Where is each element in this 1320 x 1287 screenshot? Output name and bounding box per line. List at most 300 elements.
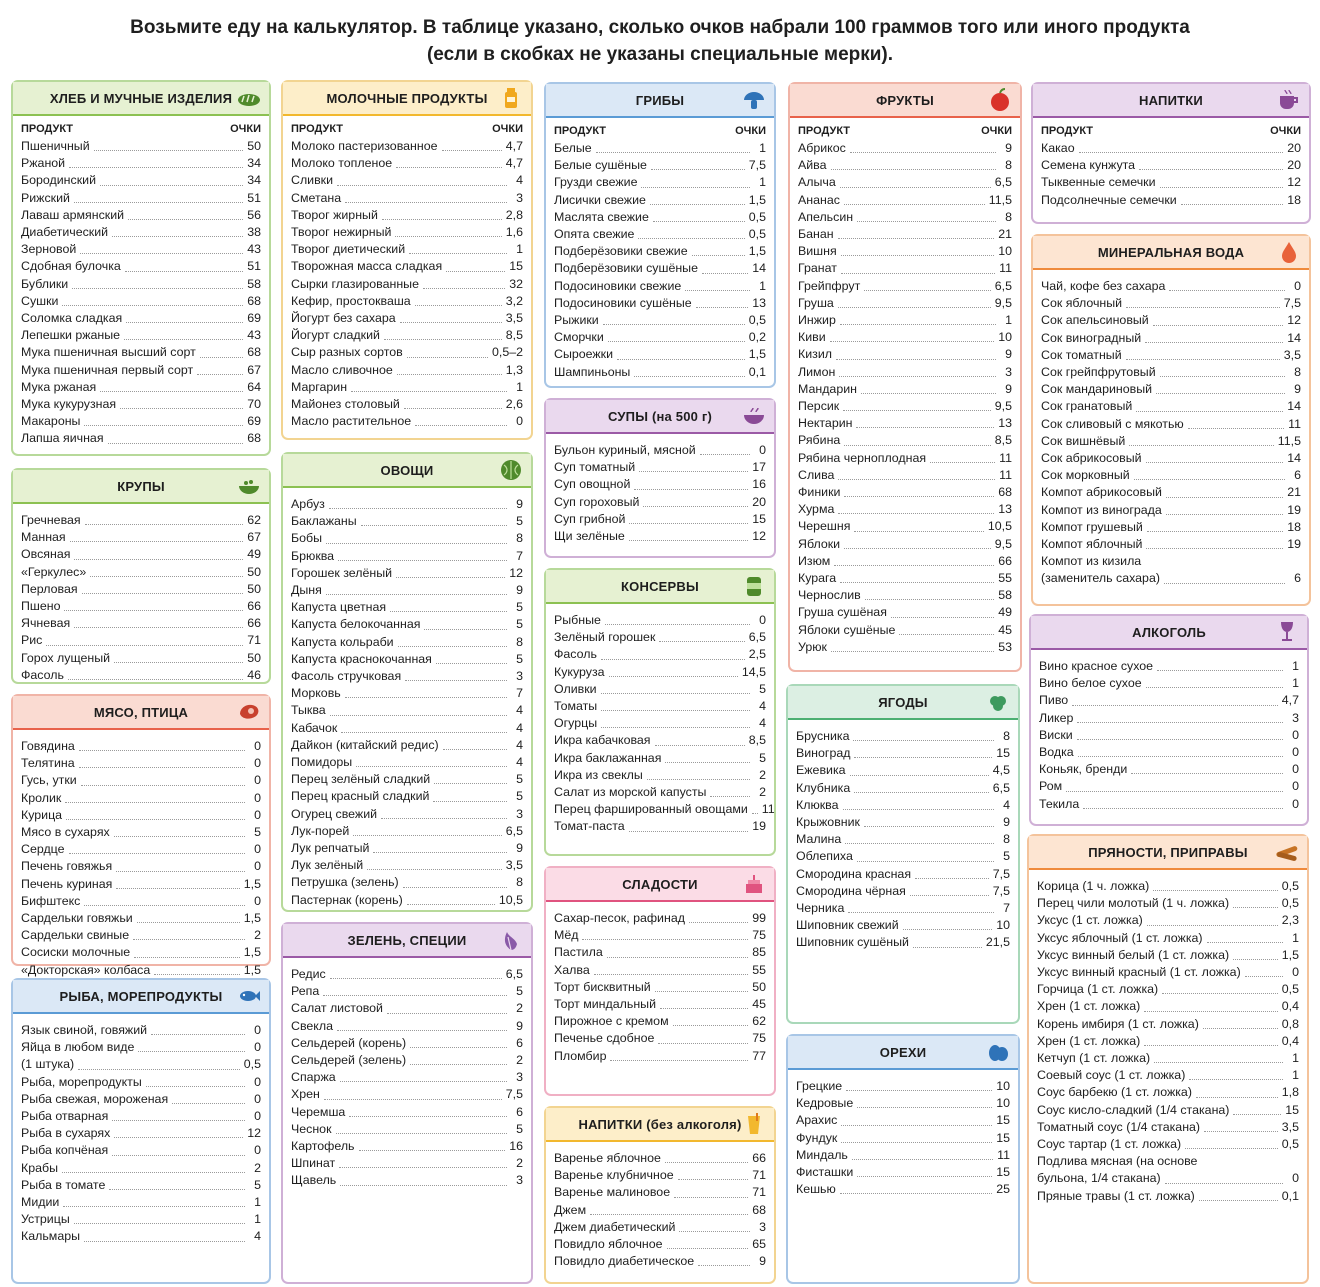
item-points: 0,1 [748, 364, 766, 379]
item-points: 1 [1005, 313, 1012, 328]
item-name: Сок гранатовый [1041, 399, 1133, 414]
item-name: Соус кисло-сладкий (1/4 стакана) [1037, 1102, 1230, 1117]
list-item [21, 396, 261, 413]
item-name: Соевый соус (1 ст. ложка) [1037, 1068, 1186, 1083]
item-points: 0,1 [1281, 1188, 1299, 1203]
item-points: 71 [752, 1185, 766, 1200]
list-item [798, 553, 1012, 570]
item-points: 8 [516, 531, 523, 546]
item-name: Шиповник сушёный [796, 935, 909, 950]
leader-dots [1146, 548, 1283, 549]
leader-dots [930, 462, 995, 463]
item-name: Подберёзовики сушёные [554, 261, 698, 276]
leader-dots [831, 651, 994, 652]
item-points: 71 [247, 633, 261, 648]
item-points: 6,5 [748, 630, 766, 645]
leader-dots [120, 408, 243, 409]
leader-dots [1126, 307, 1280, 308]
item-name: Печень куриная [21, 876, 113, 891]
item-name: Рыба отварная [21, 1109, 109, 1124]
item-points: 1,5 [1281, 947, 1299, 962]
list-item [1041, 502, 1301, 519]
item-points: 0 [1292, 762, 1299, 777]
item-list [546, 1142, 774, 1274]
item-points: 2,5 [748, 647, 766, 662]
leader-dots [367, 869, 502, 870]
item-points: 6,5 [992, 780, 1010, 795]
item-points: 9 [516, 841, 523, 856]
list-item [21, 1228, 261, 1245]
item-points: 5 [516, 789, 523, 804]
list-item [21, 876, 261, 893]
leader-dots [840, 582, 994, 583]
list-item [554, 364, 766, 381]
item-points: 3 [516, 1070, 523, 1085]
leader-dots [446, 271, 505, 272]
item-points: 12 [1287, 313, 1301, 328]
leader-dots [1078, 756, 1283, 757]
list-item [554, 209, 766, 226]
leader-dots [1145, 342, 1283, 343]
section-title: ГРИБЫ [635, 92, 685, 108]
item-name: Сельдерей (корень) [291, 1035, 407, 1050]
list-item [291, 892, 523, 909]
item-name: Компот яблочный [1041, 537, 1143, 552]
item-points: 5 [254, 1177, 261, 1192]
leader-dots [710, 796, 750, 797]
item-name: Клюква [796, 797, 839, 812]
leader-dots [836, 359, 996, 360]
list-item [554, 312, 766, 329]
leader-dots [400, 322, 502, 323]
item-name: Груша [798, 295, 834, 310]
leader-dots [841, 1125, 992, 1126]
item-points: 14 [1287, 399, 1301, 414]
section-title: ОВОЩИ [380, 462, 434, 478]
section-title: СУПЫ (на 500 г) [607, 408, 713, 424]
list-item [1041, 347, 1301, 364]
item-name: Тыква [291, 703, 326, 718]
item-name: Текила [1039, 796, 1080, 811]
item-name: Сардельки свиные [21, 928, 130, 943]
leader-dots [1199, 1200, 1278, 1201]
item-points: 25 [996, 1182, 1010, 1197]
list-item [21, 224, 261, 241]
item-name: Какао [1041, 141, 1075, 155]
item-points: 9,5 [994, 399, 1012, 414]
item-points: 62 [247, 513, 261, 527]
list-item [21, 241, 261, 258]
item-name: Черника [796, 901, 845, 916]
item-name: Устрицы [21, 1212, 70, 1227]
list-item [1041, 519, 1301, 536]
item-points: 45 [752, 997, 766, 1012]
item-name: Икра кабачковая [554, 733, 651, 748]
list-item [796, 1095, 1010, 1112]
leader-dots [410, 1064, 507, 1065]
list-item [798, 346, 1012, 363]
leader-dots [685, 290, 750, 291]
item-name: Черешня [798, 519, 851, 534]
item-points: 53 [998, 639, 1012, 654]
cake-icon [742, 872, 766, 896]
list-item [291, 720, 523, 737]
section-berries [786, 684, 1020, 1024]
item-points: 4 [516, 703, 523, 718]
item-points: 15 [1285, 1102, 1299, 1117]
list-item [21, 1022, 261, 1039]
item-name: (заменитель сахара) [1041, 571, 1160, 586]
list-item [798, 536, 1012, 553]
list-item [291, 565, 523, 582]
item-points: 9 [1005, 381, 1012, 396]
item-name: Апельсин [798, 209, 854, 224]
item-name: Урюк [798, 639, 827, 654]
item-name: Бобы [291, 531, 323, 546]
leader-dots [114, 1137, 243, 1138]
leader-dots [841, 255, 995, 256]
leader-dots [361, 525, 507, 526]
item-name: Арбуз [291, 497, 325, 511]
item-name: Сыр разных сортов [291, 345, 403, 360]
item-points: 9 [759, 1254, 766, 1269]
item-name: Сок томатный [1041, 347, 1122, 362]
item-name: Пастила [554, 945, 603, 960]
leader-dots [90, 576, 243, 577]
leader-dots [590, 1214, 748, 1215]
list-item [796, 728, 1010, 745]
item-points: 0,5 [1281, 896, 1299, 911]
section-header [546, 570, 774, 604]
leader-dots [864, 290, 991, 291]
item-name: Томаты [554, 699, 598, 714]
item-name: Черемша [291, 1104, 346, 1119]
leader-dots [1144, 1045, 1277, 1046]
list-item [1039, 796, 1299, 813]
leader-dots [692, 255, 745, 256]
item-name: Подлива мясная (на основе [1037, 1154, 1198, 1169]
item-points: 2 [759, 767, 766, 782]
section-drinks [1031, 82, 1311, 224]
item-points: 1 [516, 379, 523, 394]
item-name: «Геркулес» [21, 564, 87, 579]
list-item [1041, 140, 1301, 157]
leader-dots [345, 697, 507, 698]
list-item [554, 944, 766, 961]
item-points: 5 [759, 681, 766, 696]
item-name: Кукуруза [554, 664, 605, 679]
leader-dots [844, 445, 990, 446]
list-item [1037, 912, 1299, 929]
item-points: 1 [1292, 1068, 1299, 1083]
list-item [554, 329, 766, 346]
item-name: Подсолнечные семечки [1041, 192, 1177, 207]
item-name: Горчица (1 ст. ложка) [1037, 982, 1159, 997]
product-column-header: ПРОДУКТ [554, 125, 607, 137]
item-name: Сок апельсиновый [1041, 313, 1149, 328]
list-item [1041, 467, 1301, 484]
leader-dots [843, 809, 995, 810]
leader-dots [607, 957, 748, 958]
list-item [554, 646, 766, 663]
list-item [798, 278, 1012, 295]
item-name: Икра из свеклы [554, 767, 643, 782]
item-points: 9 [1005, 347, 1012, 362]
list-item [798, 639, 1012, 656]
item-points: 6 [516, 1035, 523, 1050]
leader-dots [340, 1081, 507, 1082]
leader-dots [846, 1090, 992, 1091]
item-points: 1,8 [1281, 1085, 1299, 1100]
leader-dots [415, 305, 502, 306]
leader-dots [382, 219, 502, 220]
list-item [1039, 658, 1299, 675]
item-points: 10 [998, 244, 1012, 259]
item-points: 11,5 [1277, 433, 1301, 448]
list-item [798, 243, 1012, 260]
item-points: 7,5 [748, 158, 766, 173]
item-points: 0,4 [1281, 999, 1299, 1014]
item-name: Бифштекс [21, 893, 81, 908]
leader-dots [65, 802, 245, 803]
list-item [291, 310, 523, 327]
leader-dots [840, 1193, 992, 1194]
item-name: Фасоль [554, 647, 597, 662]
item-name: Кефир, простокваша [291, 293, 411, 308]
item-points: 4,7 [1281, 693, 1299, 708]
item-points: 49 [998, 605, 1012, 620]
item-list [546, 434, 774, 549]
item-points: 10 [996, 1096, 1010, 1111]
item-points: 12 [1287, 175, 1301, 190]
item-name: «Докторская» колбаса [21, 962, 151, 977]
list-item [1041, 553, 1301, 570]
grain-bowl-icon [237, 474, 261, 498]
item-points: 8 [1003, 729, 1010, 743]
item-points: 0 [254, 859, 261, 874]
leader-dots [660, 1008, 748, 1009]
leader-dots [1165, 1183, 1283, 1184]
leader-dots [601, 727, 750, 728]
leader-dots [839, 376, 996, 377]
item-name: Чай, кофе без сахара [1041, 279, 1166, 293]
section-soups [544, 398, 776, 558]
section-title: ХЛЕБ И МУЧНЫЕ ИЗДЕЛИЯ [49, 90, 233, 106]
leader-dots [108, 443, 244, 444]
item-points: 77 [752, 1048, 766, 1063]
leader-dots [617, 359, 745, 360]
leader-dots [94, 150, 244, 151]
apple-icon [988, 88, 1012, 112]
leader-dots [1233, 959, 1278, 960]
section-title: НАПИТКИ [1139, 92, 1203, 108]
item-name: Яблоки [798, 536, 841, 551]
product-column-header: ПРОДУКТ [1041, 125, 1094, 137]
leader-dots [341, 732, 507, 733]
section-title: ЗЕЛЕНЬ, СПЕЦИИ [347, 932, 467, 948]
list-item [291, 616, 523, 633]
list-item [554, 784, 766, 801]
item-name: Рябина черноплодная [798, 450, 927, 465]
list-item [796, 814, 1010, 831]
item-points: 0,4 [1281, 1033, 1299, 1048]
list-item [21, 1125, 261, 1142]
section-header [788, 686, 1018, 720]
leader-dots [1147, 531, 1283, 532]
list-item [21, 1091, 261, 1108]
item-name: Лапша яичная [21, 431, 104, 446]
list-item [1037, 1084, 1299, 1101]
list-item [1041, 157, 1301, 174]
item-name: Соус тартар (1 ст. ложка) [1037, 1137, 1182, 1152]
item-points: 15 [996, 1165, 1010, 1180]
item-name: (1 штука) [21, 1057, 75, 1072]
list-item [798, 587, 1012, 604]
item-points: 1,5 [243, 876, 261, 891]
item-list [1031, 650, 1307, 817]
item-name: Пиво [1039, 693, 1069, 708]
list-item [554, 140, 766, 157]
item-points: 1 [254, 1195, 261, 1210]
leader-dots [1169, 290, 1285, 291]
item-name: Сердце [21, 842, 65, 857]
list-item [21, 327, 261, 344]
item-name: Повидло яблочное [554, 1237, 663, 1252]
item-name: Творожная масса сладкая [291, 259, 443, 274]
item-points: 2 [254, 928, 261, 943]
item-points: 5 [516, 514, 523, 529]
list-item [291, 207, 523, 224]
item-name: Соус барбекю (1 ст. ложка) [1037, 1085, 1192, 1100]
list-item [21, 276, 261, 293]
item-name: Сок грейпфрутовый [1041, 365, 1156, 380]
list-item [21, 1056, 261, 1073]
item-points: 15 [509, 259, 523, 274]
list-item [554, 346, 766, 363]
item-name: Кролик [21, 790, 62, 805]
item-name: Пшено [21, 599, 61, 614]
list-item [796, 1112, 1010, 1129]
item-name: Шиповник свежий [796, 918, 899, 933]
leader-dots [603, 324, 745, 325]
item-name: Щи зелёные [554, 529, 625, 544]
leader-dots [326, 543, 507, 544]
list-item [291, 1018, 523, 1035]
item-points: 3 [1005, 364, 1012, 379]
item-list [546, 138, 774, 385]
section-title: КОНСЕРВЫ [621, 578, 699, 594]
leader-dots [79, 750, 245, 751]
section-fruits [788, 82, 1022, 672]
list-item [554, 910, 766, 927]
item-name: бульона, 1/4 стакана) [1037, 1171, 1161, 1186]
list-item [291, 190, 523, 207]
item-list [546, 902, 774, 1069]
section-title: МЯСО, ПТИЦА [93, 704, 189, 720]
list-item [21, 1194, 261, 1211]
item-name: Изюм [798, 553, 831, 568]
section-spices [1027, 834, 1309, 1284]
item-points: 68 [247, 293, 261, 308]
leader-dots [154, 974, 240, 975]
leader-dots [1233, 907, 1278, 908]
item-points: 13 [998, 416, 1012, 431]
item-name: Дыня [291, 583, 322, 598]
list-item [291, 754, 523, 771]
leader-dots [1189, 1079, 1283, 1080]
list-item [796, 934, 1010, 951]
list-item [796, 797, 1010, 814]
leader-dots [78, 1069, 240, 1070]
section-header [13, 470, 269, 504]
item-points: 3,5 [505, 311, 523, 326]
leader-dots [1066, 791, 1283, 792]
item-points: 4 [759, 716, 766, 731]
leader-dots [610, 1060, 748, 1061]
list-item [1041, 312, 1301, 329]
item-points: 50 [247, 581, 261, 596]
item-points: 0 [516, 414, 523, 429]
item-list [13, 1014, 269, 1250]
list-item [554, 681, 766, 698]
juice-glass-icon [742, 1112, 766, 1136]
wine-glass-icon [1275, 620, 1299, 644]
leader-dots [700, 454, 750, 455]
list-item [1037, 1050, 1299, 1067]
list-item [554, 1253, 766, 1270]
item-name: Мандарин [798, 381, 857, 396]
list-item [291, 634, 523, 651]
leader-dots [582, 939, 748, 940]
leader-dots [838, 513, 994, 514]
item-list [788, 1070, 1018, 1202]
item-points: 3 [1292, 710, 1299, 725]
leader-dots [74, 559, 243, 560]
list-item [21, 755, 261, 772]
section-title: МОЛОЧНЫЕ ПРОДУКТЫ [326, 90, 488, 106]
list-item [21, 564, 261, 581]
item-points: 21,5 [985, 935, 1010, 950]
item-points: 8,5 [505, 328, 523, 343]
item-points: 0,2 [748, 330, 766, 345]
item-points: 5 [516, 651, 523, 666]
item-points: 0,5 [748, 227, 766, 242]
list-item [554, 1013, 766, 1030]
list-item [21, 529, 261, 546]
item-points: 2 [254, 1160, 261, 1175]
leader-dots [64, 610, 243, 611]
leader-dots [843, 410, 991, 411]
item-points: 7 [1003, 901, 1010, 916]
list-item [554, 528, 766, 545]
cabbage-icon [499, 458, 523, 482]
list-item [554, 818, 766, 835]
item-name: Джем [554, 1202, 587, 1217]
points-column-header: ОЧКИ [981, 125, 1012, 137]
item-name: Диабетический [21, 225, 109, 240]
leader-dots [46, 645, 243, 646]
list-item [798, 518, 1012, 535]
item-points: 5 [516, 984, 523, 999]
item-name: Рябина [798, 433, 841, 448]
section-greens [281, 922, 533, 1284]
item-points: 6,5 [505, 967, 523, 981]
section-water [1031, 234, 1311, 606]
list-item [291, 1086, 523, 1103]
leader-dots [857, 861, 994, 862]
item-name: Мука пшеничная первый сорт [21, 362, 194, 377]
item-points: 8 [516, 875, 523, 890]
